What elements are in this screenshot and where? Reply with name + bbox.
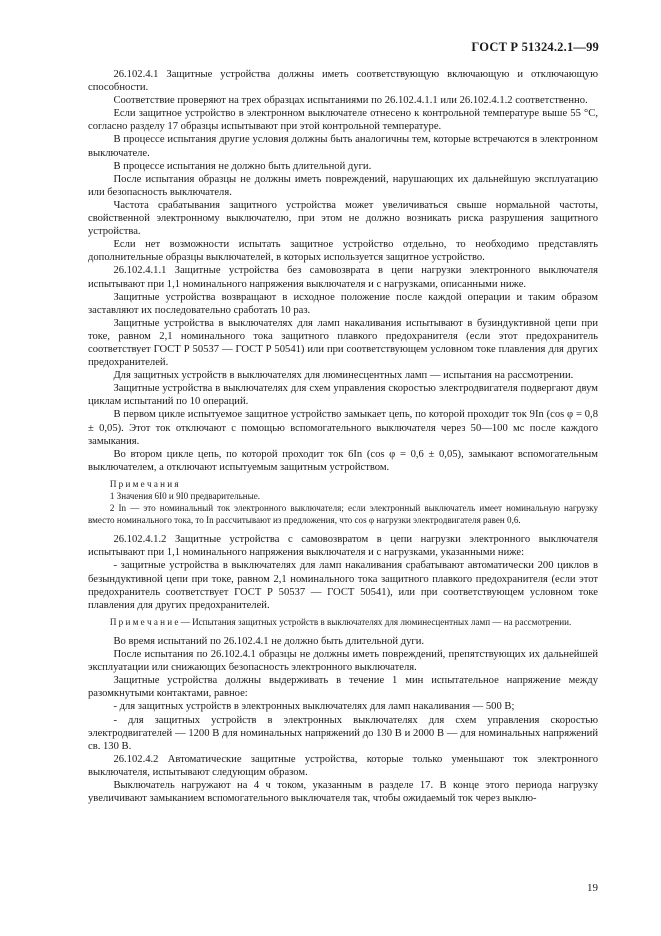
paragraph: В первом цикле испытуемое защитное устройство замыкает цепь, по которой проходит ток 9In (cos φ = 0,8 ± 0,05). Этот ток отключают с помощью вспомогательного выключателя через 50—100 мс после каждого замыкания. (88, 409, 598, 447)
paragraph: Защитные устройства должны выдерживать в течение 1 мин испытательное напряжение между разомкнутыми контактами, равное: (88, 675, 598, 700)
note-item: 2 In — это номинальный ток электронного выключателя; если электронный выключатель имеет номинальную нагрузку вместо номинального тока, то In рассчитывают из предложения, что cos φ нагрузки электродвигателя равен 0,6. (88, 503, 598, 526)
paragraph: Для защитных устройств в выключателях для люминесцентных ламп — испытания на рассмотрении. (113, 370, 574, 382)
note-item: 1 Значения 6I0 и 9I0 предварительные. (109, 491, 261, 501)
paragraph: Если нет возможности испытать защитное устройство отдельно, то необходимо представлять дополнительные образцы выключателей, в которых используется защитное устройство. (88, 239, 598, 264)
document-body (88, 68, 598, 805)
paragraph: Соответствие проверяют на трех образцах испытаниями по 26.102.4.1.1 или 26.102.4.1.2 соответственно. (113, 95, 588, 107)
paragraph: Во время испытаний по 26.102.4.1 не должно быть длительной дуги. (113, 635, 425, 647)
paragraph: Защитные устройства в выключателях для ламп накаливания испытывают в бузиндуктивной цепи при токе, равном 2,1 номинального тока защитного плавкого предохранителя (если этот предохранитель соответствует ГОСТ Р 50537 — ГОСТ Р 50541) или при соответствующем условном токе плавления для других предохранителей. (88, 317, 598, 369)
note-single: П р и м е ч а н и е — Испытания защитных устройств в выключателях для люминесцентных ламп — на рассмотрении. (109, 616, 572, 627)
standard-code-header: ГОСТ Р 51324.2.1—99 (471, 40, 599, 54)
paragraph: В процессе испытания не должно быть длительной дуги. (113, 160, 372, 172)
list-item: - защитные устройства в выключателях для ламп накаливания срабатывают автоматически 200 циклов в безындуктивной цепи при токе, равном 2,1 номинального тока защитного плавкого предохранителя (если этот предохранитель соответствует ГОСТ Р 50537 — ГОСТ 50541), или при соответствующем условном токе плавления для других предохранителей. (88, 560, 598, 611)
page-number: 19 (587, 882, 598, 894)
paragraph: Если защитное устройство в электронном выключателе отнесено к контрольной температуре выше 55 °С, согласно разделу 17 образцы испытывают при этой контрольной температуре. (88, 108, 598, 133)
paragraph: После испытания по 26.102.4.1 образцы не должны иметь повреждений, препятствующих их дальнейшей эксплуатации или снижающих безопасность электронного выключателя. (88, 649, 598, 674)
paragraph: 26.102.4.1.1 Защитные устройства без самовозврата в цепи нагрузки электронного выключателя испытывают при 1,1 номинального напряжения выключателя и с нагрузками, описанными ниже. (88, 265, 598, 290)
paragraph: Защитные устройства возвращают в исходное положение после каждой операции и таким образом заставляют их последовательно сработать 10 раз. (88, 291, 598, 316)
paragraph: Защитные устройства в выключателях для схем управления скоростью электродвигателя подвергают двум циклам испытаний по 10 операций. (88, 383, 598, 408)
paragraph: Во втором цикле цепь, по которой проходит ток 6In (cos φ = 0,6 ± 0,05), замыкают вспомогательным выключателем, а отключают испытуемым защитным устройством. (88, 448, 598, 473)
list-item: - для защитных устройств в электронных выключателях для схем управления скоростью электродвигателей — 1200 В для номинальных напряжений до 130 В и 2000 В — для номинальных напряжений св. 130 В. (88, 714, 598, 752)
paragraph: Выключатель нагружают на 4 ч током, указанным в разделе 17. В конце этого периода нагрузку увеличивают замыканием вспомогательного выключателя так, чтобы ожидаемый ток через выклю- (88, 779, 598, 805)
paragraph: 26.102.4.1 Защитные устройства должны иметь соответствующую включающую и отключающую способности. (88, 69, 598, 94)
notes-heading: П р и м е ч а н и я (109, 478, 179, 489)
paragraph: 26.102.4.1.2 Защитные устройства с самовозвратом в цепи нагрузки электронного выключателя испытывают при 1,1 номинального напряжения выключателя и с нагрузками, указанными ниже: (88, 534, 598, 559)
list-item: - для защитных устройств в электронных выключателях для ламп накаливания — 500 В; (113, 701, 515, 713)
paragraph: После испытания образцы не должны иметь повреждений, нарушающих их дальнейшую эксплуатацию или безопасность выключателя. (88, 173, 598, 198)
paragraph: В процессе испытания другие условия должны быть аналогичны тем, которые встречаются в электронном выключателе. (88, 134, 598, 159)
paragraph: 26.102.4.2 Автоматические защитные устройства, которые только уменьшают ток электронного выключателя, испытывают следующим образом. (88, 753, 598, 778)
paragraph: Частота срабатывания защитного устройства может увеличиваться свыше нормальной частоты, свойственной электронному выключателю, при этом не должно возникать риска разрушения защитного устройства. (88, 199, 598, 238)
